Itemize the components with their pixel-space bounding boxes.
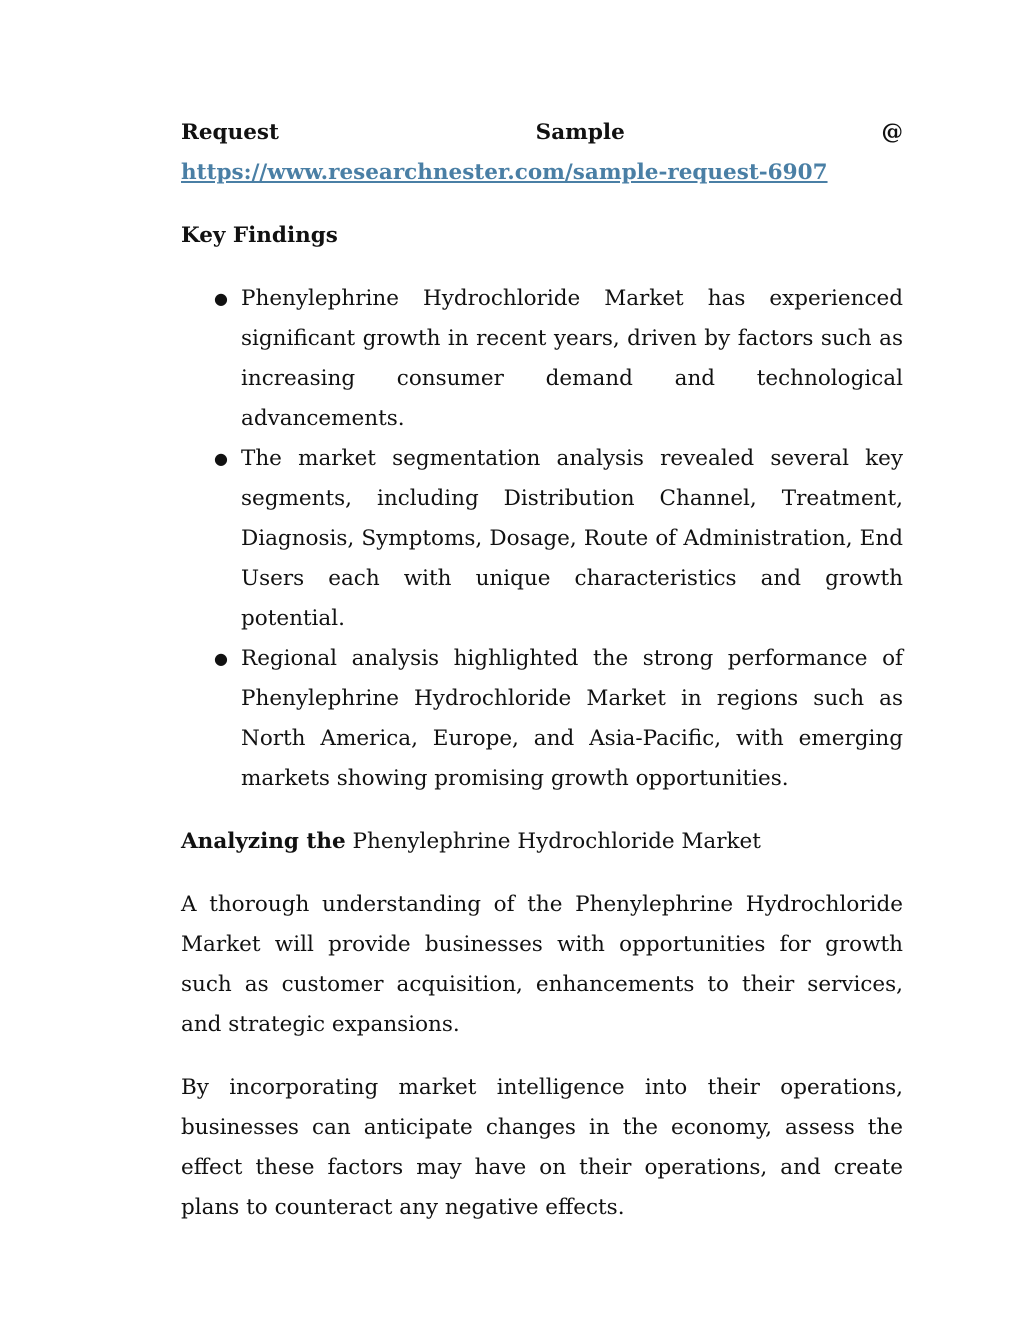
paragraph-market-intelligence: By incorporating market intelligence into their operations, businesses can anticipate changes in the economy, assess the effect these factors may have on their operations, and create plans to counteract any negative effects. xyxy=(181,1075,903,1220)
request-sample-line xyxy=(181,113,903,153)
list-item xyxy=(214,279,903,439)
at-symbol: @ xyxy=(881,120,903,145)
analyzing-heading xyxy=(181,822,903,862)
request-word: Request xyxy=(181,120,279,145)
list-item xyxy=(214,439,903,639)
analyzing-rest: Phenylephrine Hydrochloride Market xyxy=(352,829,761,854)
bullet-icon: ● xyxy=(214,449,228,468)
sample-word: Sample xyxy=(535,120,625,145)
list-item xyxy=(214,639,903,799)
document-body xyxy=(181,113,903,1228)
key-findings-heading: Key Findings xyxy=(181,223,338,248)
bullet-icon: ● xyxy=(214,649,228,668)
finding-text: Phenylephrine Hydrochloride Market has experienced significant growth in recent years, driven by factors such as increasing consumer demand and technological advancements. xyxy=(241,286,903,431)
finding-text: Regional analysis highlighted the strong performance of Phenylephrine Hydrochloride Market in regions such as North America, Europe, and Asia-Pacific, with emerging markets showing promising growth opportunities. xyxy=(241,646,903,791)
finding-text: The market segmentation analysis revealed several key segments, including Distribution Channel, Treatment, Diagnosis, Symptoms, Dosage, Route of Administration, End Users each with unique characteristics and growth potential. xyxy=(241,446,903,631)
paragraph-understanding: A thorough understanding of the Phenylephrine Hydrochloride Market will provide businesses with opportunities for growth such as customer acquisition, enhancements to their services, and strategic expansions. xyxy=(181,892,903,1037)
key-findings-list xyxy=(181,279,903,799)
bullet-icon: ● xyxy=(214,289,228,308)
sample-request-link[interactable]: https://www.researchnester.com/sample-request-6907 xyxy=(181,160,828,185)
analyzing-bold: Analyzing the xyxy=(181,829,346,854)
